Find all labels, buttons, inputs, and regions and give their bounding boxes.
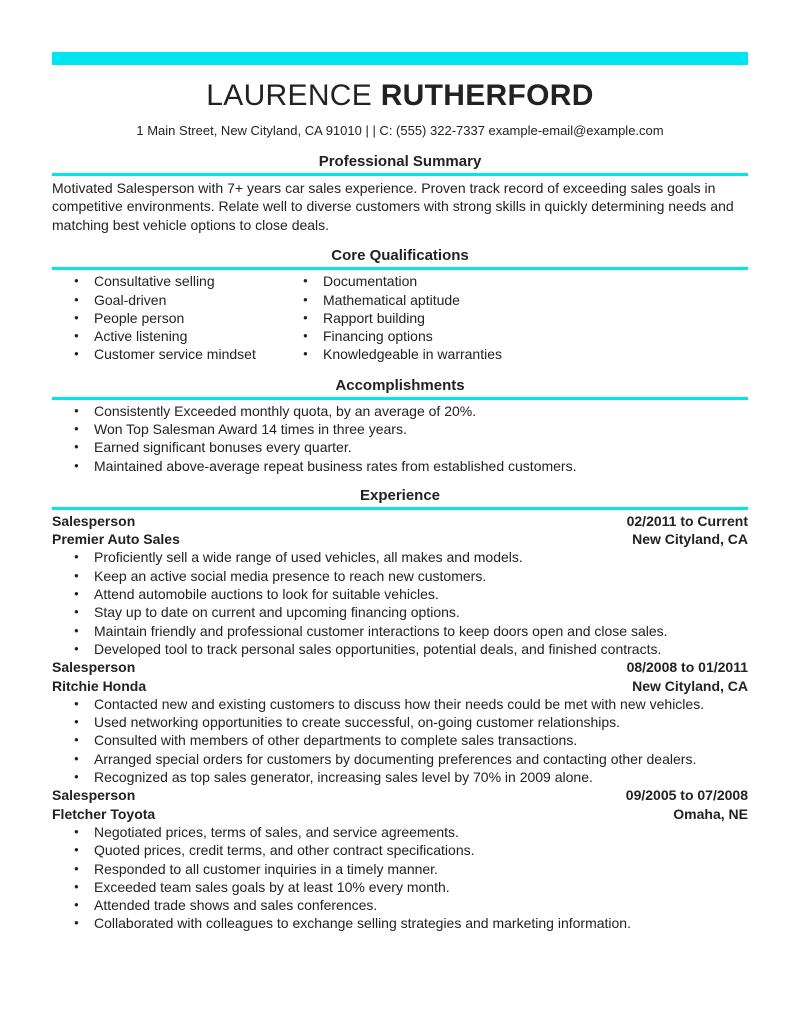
qualifications-heading: Core Qualifications bbox=[52, 247, 748, 270]
job-entry bbox=[52, 786, 748, 932]
job-bullets bbox=[52, 695, 748, 786]
job-entry bbox=[52, 512, 748, 658]
experience-list bbox=[52, 512, 748, 933]
list-item: ● Consultative selling bbox=[52, 272, 281, 290]
list-item: ● Recognized as top sales generator, increasing sales level by 70% in 2009 alone. bbox=[52, 768, 748, 786]
accomplishments-list bbox=[52, 402, 748, 475]
list-item: ● Quoted prices, credit terms, and other contract specifications. bbox=[52, 841, 748, 859]
job-bullets bbox=[52, 823, 748, 933]
accomplishments-heading: Accomplishments bbox=[52, 377, 748, 400]
candidate-name bbox=[52, 79, 748, 113]
list-item: ● Attended trade shows and sales conferences. bbox=[52, 896, 748, 914]
list-item: ● Consulted with members of other departments to complete sales transactions. bbox=[52, 731, 748, 749]
job-company: Premier Auto Sales bbox=[52, 531, 180, 548]
list-item: ● Documentation bbox=[281, 272, 510, 290]
list-item: ● Proficiently sell a wide range of used vehicles, all makes and models. bbox=[52, 548, 748, 566]
list-item: ● Goal-driven bbox=[52, 291, 281, 309]
list-item: ● Keep an active social media presence to reach new customers. bbox=[52, 567, 748, 585]
list-item: ● Developed tool to track personal sales opportunities, potential deals, and finished contracts. bbox=[52, 640, 748, 658]
list-item: ● Negotiated prices, terms of sales, and service agreements. bbox=[52, 823, 748, 841]
experience-heading: Experience bbox=[52, 487, 748, 510]
job-role: Salesperson bbox=[52, 512, 136, 529]
list-item: ● Maintained above-average repeat business rates from established customers. bbox=[52, 457, 748, 475]
summary-text: Motivated Salesperson with 7+ years car sales experience. Proven track record of exceeding sales goals in competitive environments. Relate well to diverse customers with strong skills in quickly determining needs and matching best vehicle options to close deals. bbox=[52, 180, 734, 233]
list-item: ● Contacted new and existing customers to discuss how their needs could be met with new vehicles. bbox=[52, 695, 748, 713]
list-item: ● Earned significant bonuses every quarter. bbox=[52, 438, 748, 456]
list-item: ● Collaborated with colleagues to exchange selling strategies and marketing information. bbox=[52, 914, 748, 932]
qualifications-columns bbox=[52, 272, 748, 363]
first-name: LAURENCE bbox=[206, 79, 373, 112]
job-company: Ritchie Honda bbox=[52, 677, 147, 694]
last-name: RUTHERFORD bbox=[380, 79, 594, 112]
job-entry bbox=[52, 658, 748, 786]
job-dates: 08/2008 to 01/2011 bbox=[626, 659, 748, 676]
list-item: ● Active listening bbox=[52, 327, 281, 345]
list-item: ● Responded to all customer inquiries in a timely manner. bbox=[52, 860, 748, 878]
list-item: ● Customer service mindset bbox=[52, 345, 281, 363]
contact-info: 1 Main Street, New Cityland, CA 91010 | | C: (555) 322-7337 example-email@example.com bbox=[136, 123, 664, 138]
job-dates: 09/2005 to 07/2008 bbox=[625, 787, 748, 804]
job-title-row bbox=[52, 658, 748, 676]
list-item: ● Used networking opportunities to create successful, on-going customer relationships. bbox=[52, 713, 748, 731]
list-item: ● Consistently Exceeded monthly quota, by an average of 20%. bbox=[52, 402, 748, 420]
list-item: ● Arranged special orders for customers by documenting preferences and contacting other dealers. bbox=[52, 750, 748, 768]
resume-page bbox=[52, 52, 748, 933]
list-item: ● Rapport building bbox=[281, 309, 510, 327]
job-bullets bbox=[52, 548, 748, 658]
summary-heading: Professional Summary bbox=[52, 153, 748, 176]
job-company-row bbox=[52, 530, 748, 548]
job-location: Omaha, NE bbox=[673, 805, 748, 822]
list-item: ● Mathematical aptitude bbox=[281, 291, 510, 309]
list-item: ● Knowledgeable in warranties bbox=[281, 345, 510, 363]
job-dates: 02/2011 to Current bbox=[626, 512, 748, 529]
list-item: ● Stay up to date on current and upcoming financing options. bbox=[52, 603, 748, 621]
job-company-row bbox=[52, 677, 748, 695]
list-item: ● Financing options bbox=[281, 327, 510, 345]
job-location: New Cityland, CA bbox=[632, 531, 748, 548]
list-item: ● People person bbox=[52, 309, 281, 327]
job-title-row bbox=[52, 512, 748, 530]
list-item: ● Won Top Salesman Award 14 times in three years. bbox=[52, 420, 748, 438]
job-role: Salesperson bbox=[52, 659, 136, 676]
job-location: New Cityland, CA bbox=[632, 677, 748, 694]
job-company: Fletcher Toyota bbox=[52, 805, 156, 822]
job-title-row bbox=[52, 786, 748, 804]
qualifications-left-list bbox=[52, 272, 281, 363]
list-item: ● Attend automobile auctions to look for suitable vehicles. bbox=[52, 585, 748, 603]
job-company-row bbox=[52, 805, 748, 823]
list-item: ● Maintain friendly and professional customer interactions to keep doors open and close sales. bbox=[52, 622, 748, 640]
job-role: Salesperson bbox=[52, 787, 136, 804]
qualifications-right-list bbox=[281, 272, 510, 363]
accent-bar bbox=[52, 52, 748, 65]
list-item: ● Exceeded team sales goals by at least 10% every month. bbox=[52, 878, 748, 896]
